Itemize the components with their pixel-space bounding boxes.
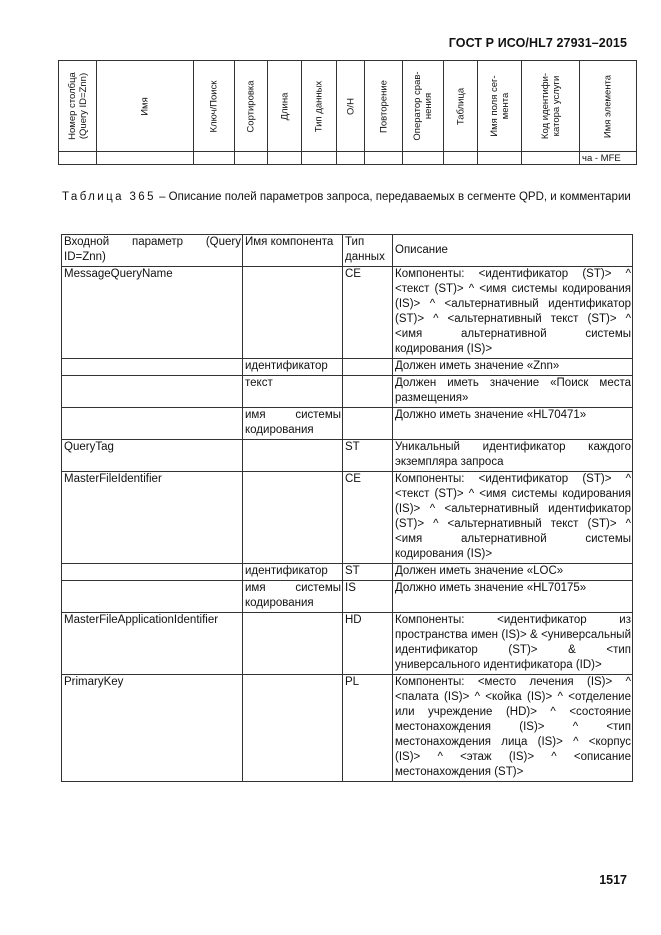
param-cell (62, 359, 243, 376)
param-cell: QueryTag (62, 440, 243, 472)
table-row (62, 564, 633, 581)
header-description: Описание (393, 235, 633, 267)
description-cell: Компоненты: <место лечения (IS)> ^ <палата (IS)> ^ <койка (IS)> ^ <отделение или учреждение (HD)> ^ <состояние местонахождения (IS)> ^ <тип местонахождения лица (IS)> ^ <корпус (IS)> ^ <этаж (IS)> ^ <описание местонахождения (ST)> (393, 675, 633, 782)
param-cell (62, 581, 243, 613)
component-cell (243, 675, 343, 782)
col-element-name: Имя элемента (580, 61, 637, 152)
param-cell: MasterFileApplicationIdentifier (62, 613, 243, 675)
top-table-row (59, 152, 637, 165)
query-parameters-table (58, 60, 637, 165)
col-sort: Сортировка (235, 61, 268, 152)
caption-text: – Описание полей параметров запроса, передаваемых в сегменте QPD, и комментарии (155, 191, 631, 203)
qpd-fields-table (61, 234, 633, 782)
description-cell: Должен иметь значение «Znn» (393, 359, 633, 376)
param-cell (62, 564, 243, 581)
col-segment-field: Имя поля сег- мента (478, 61, 522, 152)
col-query-id: Номер столбца (Query ID=Znn) (59, 61, 97, 152)
type-cell (343, 376, 393, 408)
type-cell (343, 408, 393, 440)
description-cell: Должно иметь значение «HL70175» (393, 581, 633, 613)
component-cell: идентификатор (243, 564, 343, 581)
header-type: Тип данных (343, 235, 393, 267)
table-row (62, 675, 633, 782)
table-row (62, 408, 633, 440)
param-cell (62, 408, 243, 440)
table-row (62, 472, 633, 564)
component-cell: идентификатор (243, 359, 343, 376)
type-cell: HD (343, 613, 393, 675)
description-cell: Должен иметь значение «LOC» (393, 564, 633, 581)
col-length: Длина (268, 61, 302, 152)
col-opt: О/Н (337, 61, 365, 152)
param-cell: MessageQueryName (62, 267, 243, 359)
param-cell: MasterFileIdentifier (62, 472, 243, 564)
table-row (62, 267, 633, 359)
component-cell: текст (243, 376, 343, 408)
header-component: Имя компонента (243, 235, 343, 267)
type-cell (343, 359, 393, 376)
type-cell: ST (343, 564, 393, 581)
description-cell: Должен иметь значение «Поиск места размещения» (393, 376, 633, 408)
table-row (62, 440, 633, 472)
description-cell: Должно иметь значение «HL70471» (393, 408, 633, 440)
col-compare-op: Оператор срав- нения (403, 61, 444, 152)
header-param: Входной параметр (Query ID=Znn) (62, 235, 243, 267)
component-cell: имя системы кодирования (243, 581, 343, 613)
param-cell (62, 376, 243, 408)
document-header: ГОСТ Р ИСО/HL7 27931–2015 (448, 36, 627, 50)
col-key-search: Ключ/Поиск (194, 61, 235, 152)
table-row (62, 359, 633, 376)
type-cell: PL (343, 675, 393, 782)
table-caption (62, 186, 632, 209)
description-cell: Уникальный идентификатор каждого экземпляра запроса (393, 440, 633, 472)
col-name: Имя (97, 61, 194, 152)
type-cell: IS (343, 581, 393, 613)
top-table-header-row (59, 61, 637, 152)
component-cell: имя системы кодирования (243, 408, 343, 440)
table-header-row (62, 235, 633, 267)
component-cell (243, 267, 343, 359)
description-cell: Компоненты: <идентификатор (ST)> ^ <текст (ST)> ^ <имя системы кодирования (IS)> ^ <альтернативный идентификатор (ST)> ^ <альтернативный текст (ST)> ^ <имя альтернативной системы кодирования (IS)> (393, 472, 633, 564)
table-row (62, 376, 633, 408)
element-name-cell: ча - MFE (580, 152, 637, 165)
col-data-type: Тип данных (302, 61, 337, 152)
table-row (62, 581, 633, 613)
col-table: Таблица (444, 61, 478, 152)
component-cell (243, 440, 343, 472)
type-cell: CE (343, 472, 393, 564)
component-cell (243, 472, 343, 564)
param-cell: PrimaryKey (62, 675, 243, 782)
col-service-id: Код идентифи- катора услуги (522, 61, 580, 152)
description-cell: Компоненты: <идентификатор (ST)> ^ <текст (ST)> ^ <имя системы кодирования (IS)> ^ <альтернативный идентификатор (ST)> ^ <альтернативный текст (ST)> ^ <имя альтернативной системы кодирования (IS)> (393, 267, 633, 359)
type-cell: CE (343, 267, 393, 359)
component-cell (243, 613, 343, 675)
col-repeat: Повторение (365, 61, 403, 152)
type-cell: ST (343, 440, 393, 472)
description-cell: Компоненты: <идентификатор из пространства имен (IS)> & <универсальный идентификатор (ST)> & <тип универсального идентификатора (ID)> (393, 613, 633, 675)
table-row (62, 613, 633, 675)
page-number: 1517 (599, 873, 627, 887)
caption-title: Таблица 365 (62, 191, 156, 203)
